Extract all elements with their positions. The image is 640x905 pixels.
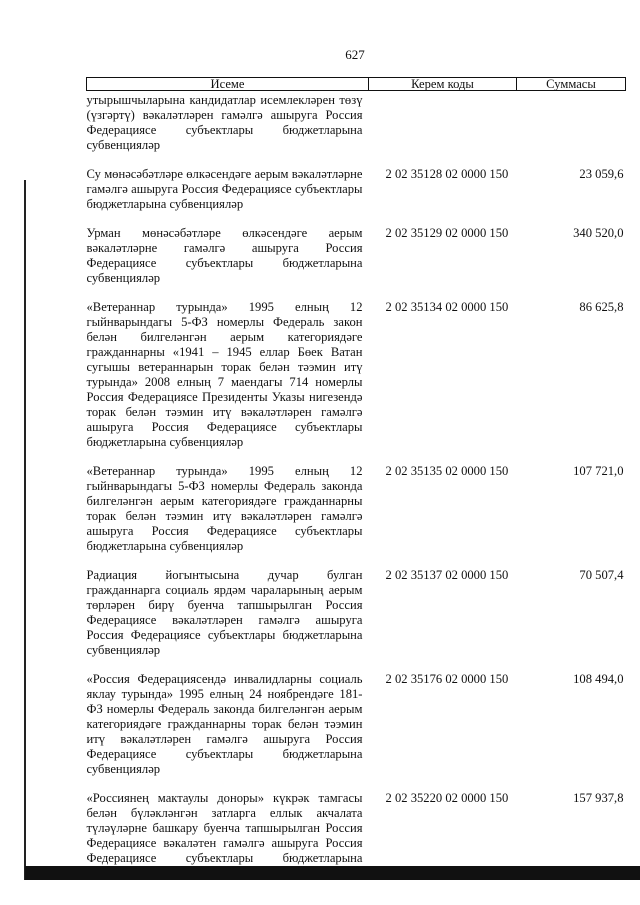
table-row — [87, 300, 626, 464]
row-code — [369, 91, 517, 168]
table-row — [87, 568, 626, 672]
row-name: Радиация йогынтысына дучар булган гражданнарга социаль ярдәм чараларының аерым төрләрен бирү буенча тапшырылган Россия Федерациясе вәкаләтләрен гамәлгә ашыруга Россия Федерациясе субъектлары бюджетларына субвенцияләр — [86, 568, 363, 657]
row-sum: 70 507,4 — [579, 568, 624, 582]
header-code: Керем коды — [369, 78, 517, 91]
row-name: «Россиянең мактаулы доноры» күкрәк тамгасы белән бүләкләнгән затларга еллык акчалата түләүләрне башкару буенча тапшырылган Россия Федерациясе вәкаләтен гамәлгә ашыруга Россия Федерациясе субъектлары бюджетларына — [86, 791, 363, 865]
page-number: 627 — [345, 47, 365, 62]
row-sum: 23 059,6 — [579, 167, 624, 181]
row-sum — [517, 91, 626, 168]
table-row — [87, 672, 626, 791]
scan-bottom-band — [25, 866, 640, 880]
row-sum: 107 721,0 — [573, 464, 624, 478]
table-row — [87, 91, 626, 168]
header-name: Исеме — [87, 78, 369, 91]
row-code: 2 02 35176 02 0000 150 — [385, 672, 509, 686]
row-sum: 86 625,8 — [579, 300, 624, 314]
row-sum: 340 520,0 — [573, 226, 624, 240]
row-code: 2 02 35135 02 0000 150 — [385, 464, 509, 478]
table-row — [87, 464, 626, 568]
scan-left-edge — [24, 180, 26, 880]
table-row — [87, 226, 626, 300]
header-row — [87, 78, 626, 91]
row-code: 2 02 35128 02 0000 150 — [385, 167, 509, 181]
header-sum: Суммасы — [517, 78, 626, 91]
row-name: «Ветераннар турында» 1995 елның 12 гыйнварындагы 5-ФЗ номерлы Федераль законда билгеләнгән аерым категориядәге гражданнарны торак белән тәэмин итү вәкаләтләрен гамәлгә ашыруга Россия Федерациясе субъектлары бюджетларына субвенцияләр — [86, 464, 363, 553]
table-row — [87, 167, 626, 226]
row-sum: 108 494,0 — [573, 672, 624, 686]
row-sum: 157 937,8 — [573, 791, 624, 805]
table-body — [87, 91, 626, 882]
row-name: Су мөнәсәбәтләре өлкәсендәге аерым вәкаләтләрне гамәлгә ашыруга Россия Федерациясе субъектлары бюджетларына субвенцияләр — [86, 167, 363, 211]
table-header — [87, 78, 626, 91]
row-code: 2 02 35220 02 0000 150 — [385, 791, 509, 805]
row-code: 2 02 35137 02 0000 150 — [385, 568, 509, 582]
row-name: «Россия Федерациясендә инвалидларны социаль яклау турында» 1995 елның 24 ноябрендәге 181-ФЗ номерлы Федераль законда билгеләнгән аерым категориядәге гражданнарны торак белән тәэмин итү вәкаләтләрен гамәлгә ашыруга Россия Федерациясе субъектлары бюджетларына субвенцияләр — [86, 672, 363, 776]
budget-table — [86, 77, 626, 881]
row-name: утырышчыларына кандидатлар исемлекләрен төзү (үзгәртү) вәкаләтләрен гамәлгә ашыруга Россия Федерациясе субъектлары бюджетларына субвенцияләр — [86, 93, 363, 152]
row-code: 2 02 35134 02 0000 150 — [385, 300, 509, 314]
row-code: 2 02 35129 02 0000 150 — [385, 226, 509, 240]
row-name: Урман мөнәсәбәтләре өлкәсендәге аерым вәкаләтләрне гамәлгә ашыруга Россия Федерациясе субъектлары бюджетларына субвенцияләр — [86, 226, 363, 285]
row-name: «Ветераннар турында» 1995 елның 12 гыйнварындагы 5-ФЗ номерлы Федераль закон белән билгеләнгән аерым категориядәге гражданнарны «1941 – 1945 еллар Бөек Ватан сугышы ветераннарын торак белән тәэмин итү турында» 2008 елның 7 маендагы 714 номерлы Россия Федерациясе Президенты Указы нигезендә торак белән тәэмин итү вәкаләтләрен гамәлгә ашыруга Россия Федерациясе субъектлары бюджетларына субвенцияләр — [86, 300, 363, 449]
